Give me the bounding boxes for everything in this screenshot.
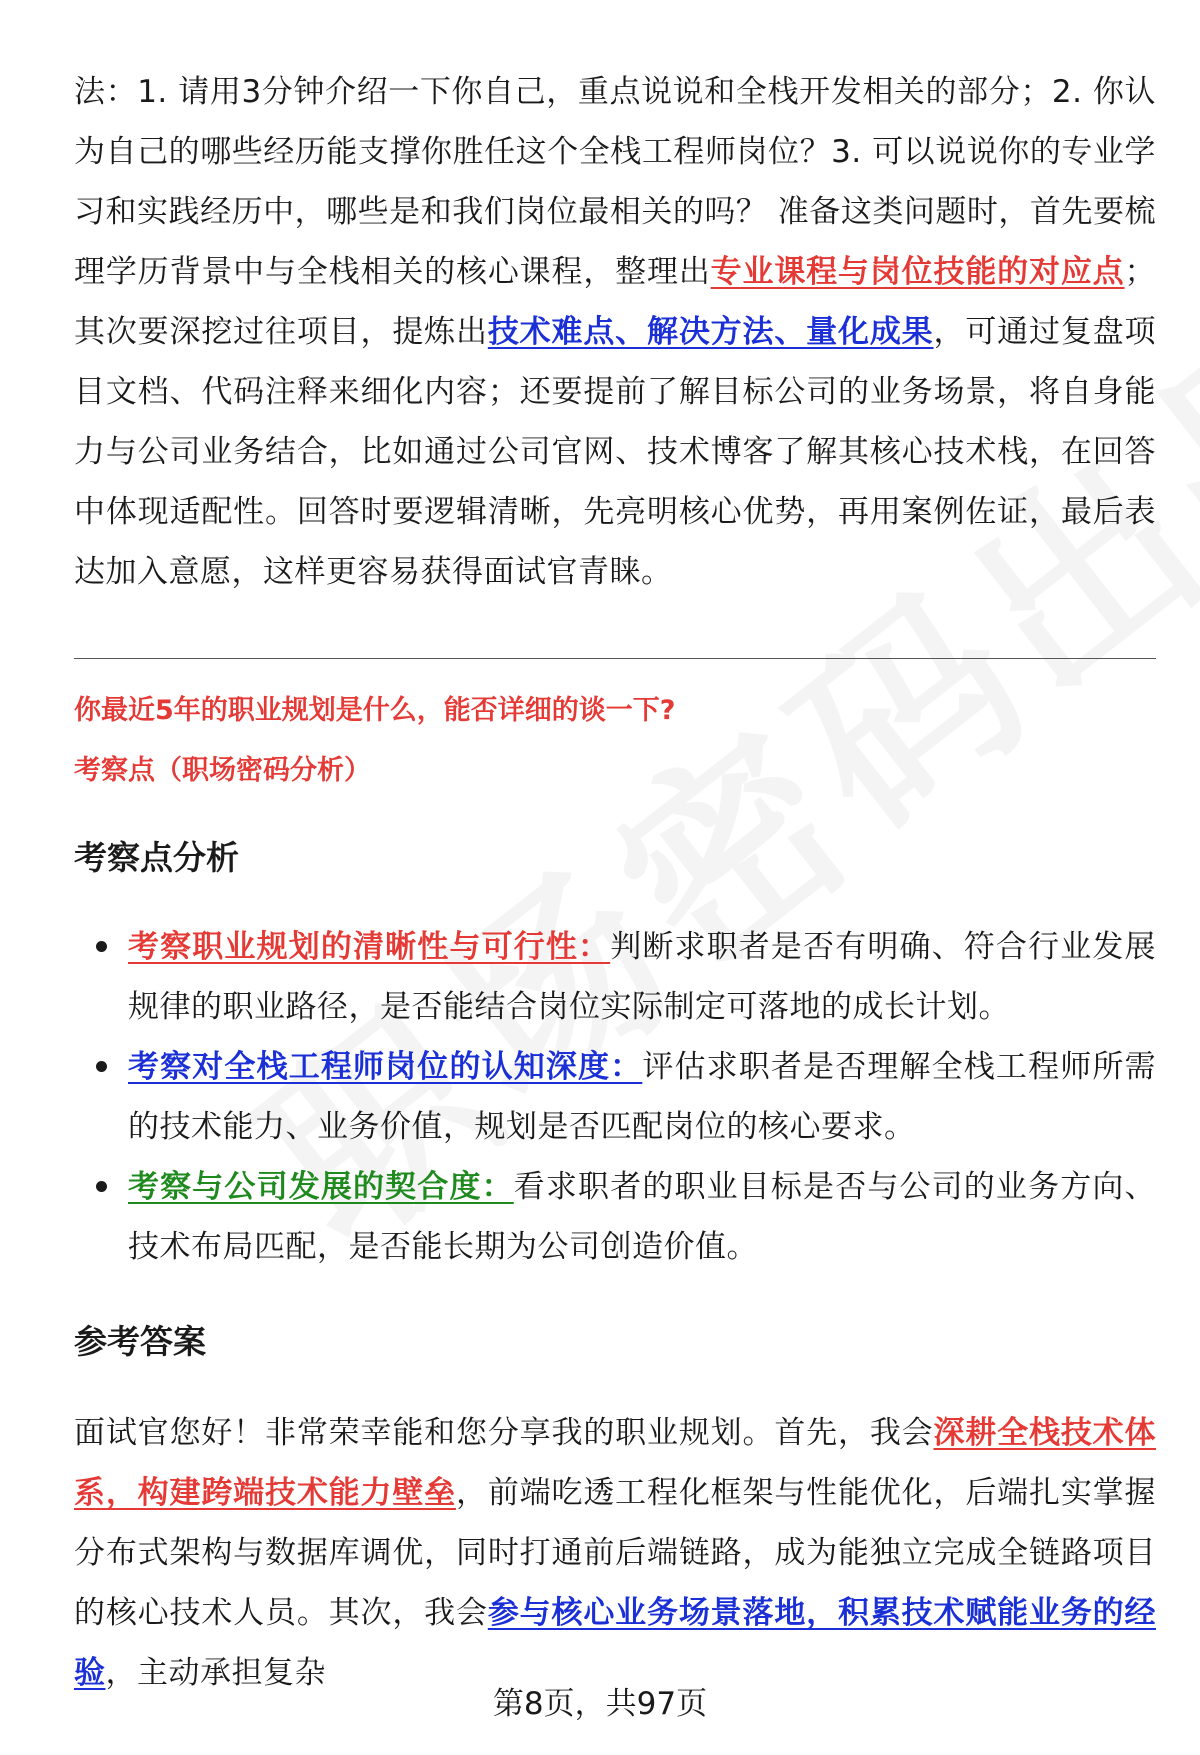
bullet-icon <box>96 941 107 952</box>
bullet-icon <box>96 1181 107 1192</box>
bullet-icon <box>96 1061 107 1072</box>
answer-highlight-tech: 深耕全栈技术体系，构建跨端技术能力壁垒 <box>74 1415 1156 1511</box>
answer-heading: 参考答案 <box>74 1322 206 1361</box>
section-divider <box>74 658 1156 659</box>
analysis-item <box>74 1157 1156 1277</box>
analysis-item-text: 判断求职者是否有明确、符合行业发展规律的职业路径，是否能结合岗位实际制定可落地的成长计划。 <box>128 929 1157 1025</box>
analysis-item <box>74 1037 1156 1157</box>
analysis-item-label: 考察职业规划的清晰性与可行性： <box>128 929 611 965</box>
answer-text-2: ，前端吃透工程化框架与性能优化，后端扎实掌握分布式架构与数据库调优，同时打通前后端链路，成为能独立完成全链路项目的核心技术人员。其次，我会 <box>74 1475 1156 1631</box>
question-title: 你最近5年的职业规划是什么，能否详细的谈一下? <box>74 695 676 726</box>
answer-highlight-business: 参与核心业务场景落地，积累技术赋能业务的经验 <box>74 1595 1157 1691</box>
page-content <box>74 62 1156 1703</box>
intro-text-1: 法：1. 请用3分钟介绍一下你自己，重点说说和全栈开发相关的部分；2. 你认为自己的哪些经历能支撑你胜任这个全栈工程师岗位？3. 可以说说你的专业学习和实践经历中，哪些是和我们岗位最相关的吗？ 准备这类问题时，首先要梳理学历背景中与全栈相关的核心课程，整理出 <box>74 74 1156 290</box>
question-subheading: 考察点（职场密码分析） <box>74 755 371 786</box>
analysis-list <box>74 917 1156 1277</box>
analysis-item-label: 考察对全栈工程师岗位的认知深度： <box>128 1049 643 1085</box>
answer-text-1: 面试官您好！非常荣幸能和您分享我的职业规划。首先，我会 <box>74 1415 934 1451</box>
analysis-heading: 考察点分析 <box>74 838 239 877</box>
analysis-item-text: 评估求职者是否理解全栈工程师所需的技术能力、业务价值，规划是否匹配岗位的核心要求。 <box>128 1049 1157 1145</box>
intro-text-2: ；其次要深挖过往项目，提炼出 <box>74 254 1157 350</box>
page-number: 第8页，共97页 <box>492 1686 708 1722</box>
intro-text-3: ，可通过复盘项目文档、代码注释来细化内容；还要提前了解目标公司的业务场景，将自身能力与公司业务结合，比如通过公司官网、技术博客了解其核心技术栈，在回答中体现适配性。回答时要逻辑清晰，先亮明核心优势，再用案例佐证，最后表达加入意愿，这样更容易获得面试官青睐。 <box>74 314 1157 590</box>
analysis-item-label: 考察与公司发展的契合度： <box>128 1169 514 1205</box>
intro-highlight-courses: 专业课程与岗位技能的对应点 <box>710 254 1125 290</box>
answer-text-3: ，主动承担复杂 <box>105 1655 326 1691</box>
intro-paragraph <box>74 62 1156 602</box>
analysis-item-text: 看求职者的职业目标是否与公司的业务方向、技术布局匹配，是否能长期为公司创造价值。 <box>128 1169 1157 1265</box>
answer-paragraph <box>74 1403 1156 1703</box>
analysis-item <box>74 917 1156 1037</box>
intro-highlight-project: 技术难点、解决方法、量化成果 <box>487 314 934 350</box>
